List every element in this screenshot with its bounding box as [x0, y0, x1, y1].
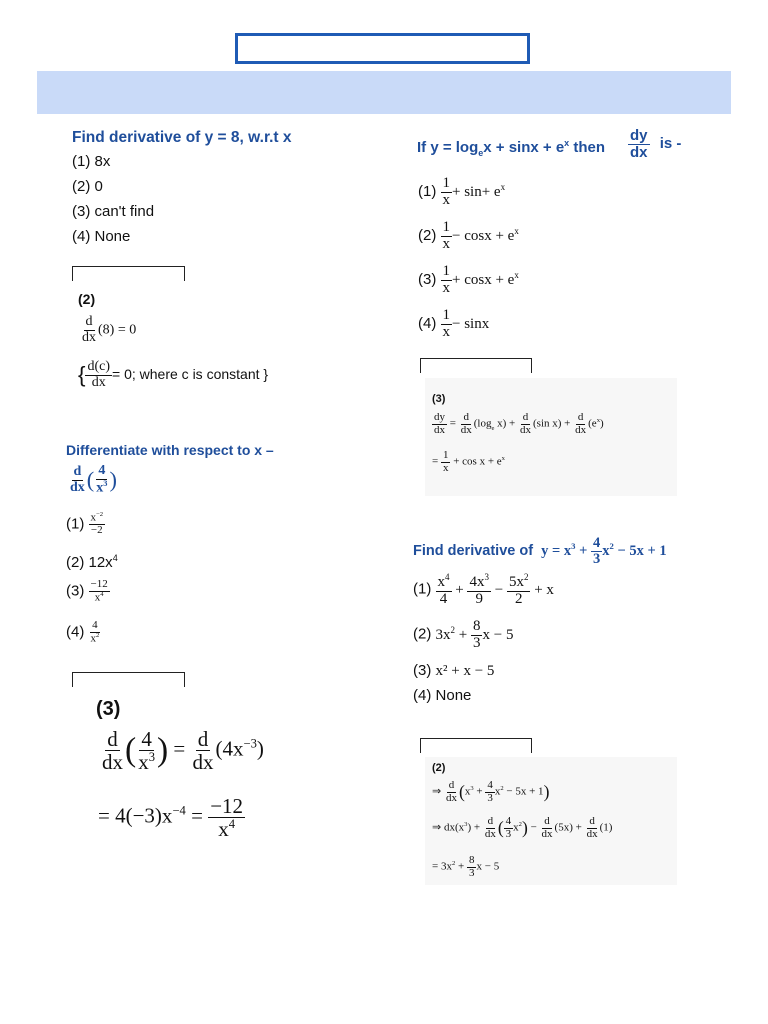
q4-solution-line3: = $3x^2$ + $\frac{8}{3}$ x − 5 [432, 854, 500, 879]
q1-option-2: (2) 0 [72, 178, 103, 195]
q4-option-4: (4) None [413, 687, 472, 704]
q2-solution-line2: = $4(-3)x^{-4}$ = $\frac{-12}{x^4}$ [98, 794, 244, 842]
q3-option-3: (3) $\frac{1}{x}$ + $\cos x + e^x$ [418, 263, 519, 296]
q1-option-1: (1) 8x [72, 153, 111, 170]
q1-question: Find derivative of y = 8, w.r.t x [72, 129, 292, 146]
q2-expression: $\frac{d}{dx}$ ( $\frac{4}{x^3}$ ) [70, 463, 117, 496]
q4-question: Find derivative of $y = x^3$ + $\frac{4}{3}$ $x^2 - 5x + 1$ [413, 535, 667, 568]
q1-solution-step2: { $\frac{d(c)}{dx}$ = 0; where c is constant } [78, 359, 269, 390]
q2-option-2: (2) $12x^4$ [66, 553, 118, 571]
q2-option-4: (4) $\frac{4}{x^2}$ [66, 619, 100, 645]
q1-option-3: (3) can't find [72, 203, 155, 220]
q2-solution-line1: $\frac{d}{dx}$ ( $\frac{4}{x^3}$ ) = $\frac{d}{dx}$ $(4x^{-3})$ [102, 727, 264, 775]
title-box [235, 33, 530, 64]
q4-answer: (2) [432, 762, 446, 774]
q4-solution-line1: ⇒ $\frac{d}{dx}$ ($x^3$ + $\frac{4}{3}$ $x^2 - 5x + 1$) [432, 779, 550, 804]
q3-question: If $y = \log_ex + \sin x + e^x$ then [417, 138, 606, 158]
q4-option-1: (1) $\frac{x^4}{4}$ + $\frac{4x^3}{9}$ − $\frac{5x^2}{2}$ + x [413, 572, 554, 607]
q3-answer: (3) [432, 393, 446, 405]
q3-option-4: (4) $\frac{1}{x}$ − sinx [418, 307, 490, 340]
q1-option-4: (4) None [72, 228, 131, 245]
q2-option-1: (1) $\frac{x^{-2}}{-2}$ [66, 511, 104, 537]
q3-solution-line1: $\frac{dy}{dx}$ = $\frac{d}{dx}$ ($\log_e$ x) + $\frac{d}{dx}$ (sin x) + $\frac{d}{dx}$ $(e^x)$ [434, 411, 604, 436]
q4-answer-tab [420, 738, 532, 753]
header-band [37, 71, 731, 114]
q1-answer: (2) [78, 291, 96, 307]
q4-option-2: (2) $3x^2$ + $\frac{8}{3}$ x − 5 [413, 618, 514, 651]
q4-option-3: (3) x² + x − 5 [413, 662, 495, 679]
q4-solution-line2: ⇒ $dx(x^3)$ + $\frac{d}{dx}$ ( $\frac{4}{3}$ $x^2$) − $\frac{d}{dx}$ (5x) + $\frac{d}{dx}$ (1) [432, 815, 613, 840]
q3-solution-image [425, 378, 677, 496]
q2-answer-tab [72, 672, 185, 687]
q2-option-3: (3) $\frac{-12}{x^4}$ [66, 578, 108, 604]
q3-option-2: (2) $\frac{1}{x}$ − $\cos x + e^x$ [418, 219, 519, 252]
q2-answer: (3) [96, 698, 121, 720]
q3-option-1: (1) $\frac{1}{x}$ + $\sin+ e^x$ [418, 175, 506, 208]
q3-solution-line2: = $\frac{1}{x}$ + $\cos x + e^x$ [432, 449, 505, 474]
q1-solution-step1: $\frac{d}{dx}$ (8) = 0 [82, 314, 137, 345]
q2-question: Differentiate with respect to x – [66, 442, 274, 458]
q1-answer-tab [72, 266, 185, 281]
q3-dydx: $\frac{dy}{dx}$ is - [630, 127, 682, 161]
q3-answer-tab [420, 358, 532, 373]
